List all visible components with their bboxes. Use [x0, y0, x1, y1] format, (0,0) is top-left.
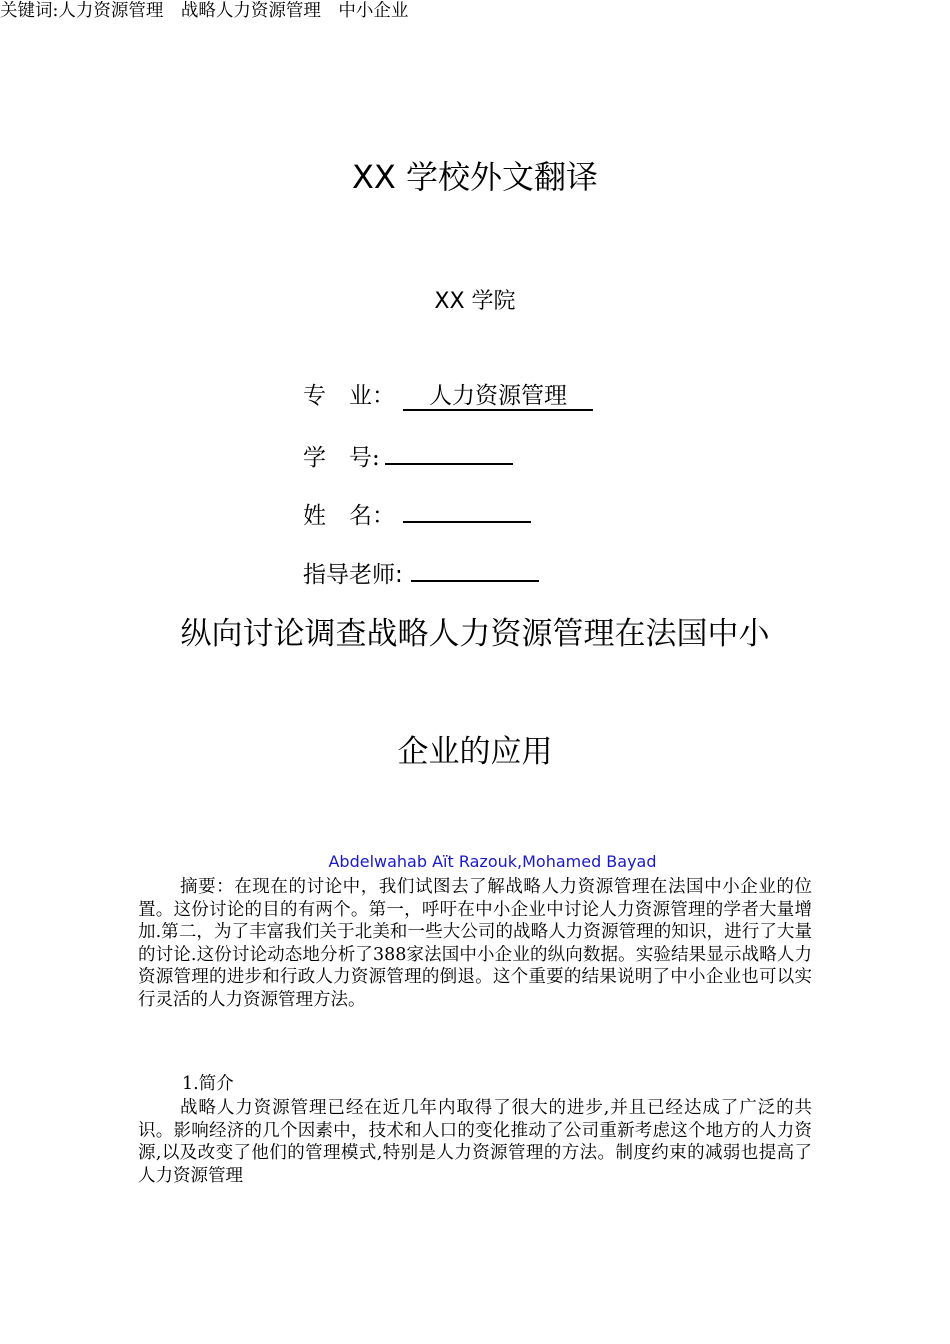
keywords-line: 关键词:人力资源管理 战略人力资源管理 中小企业 — [0, 1, 409, 21]
intro-paragraph: 战略人力资源管理已经在近几年内取得了很大的进步,并且已经达成了广泛的共识。影响经济的几个因素中，技术和人口的变化推动了公司重新考虑这个地方的人力资源,以及改变了他们的管理模式,特别是人力资源管理的方法。制度约束的减弱也提高了人力资源管理 — [138, 1098, 812, 1186]
field-student-id-blank — [385, 439, 513, 465]
intro-block — [138, 1097, 812, 1187]
field-name-blank — [403, 497, 531, 523]
abstract-block — [138, 876, 812, 1011]
field-major-label: 专 业： — [303, 383, 395, 409]
paper-title-line-2: 企业的应用 — [397, 734, 553, 770]
field-student-id-label: 学 号: — [303, 445, 380, 471]
field-advisor — [303, 556, 539, 590]
field-advisor-label: 指导老师: — [303, 562, 403, 588]
field-advisor-blank — [411, 556, 539, 582]
paper-title-line-1: 纵向讨论调查战略人力资源管理在法国中小 — [180, 616, 770, 652]
field-major-value: 人力资源管理 — [403, 383, 593, 411]
field-student-id — [303, 439, 513, 473]
section-heading: 1.简介 — [182, 1074, 234, 1094]
field-major — [303, 381, 593, 411]
field-name-label: 姓 名： — [303, 503, 395, 529]
abstract-paragraph: 摘要：在现在的讨论中，我们试图去了解战略人力资源管理在法国中小企业的位置。这份讨论的目的有两个。第一，呼吁在中小企业中讨论人力资源管理的学者大量增加.第二，为了丰富我们关于北美和一些大公司的战略人力资源管理的知识，进行了大量的讨论.这份讨论动态地分析了388家法国中小企业的纵向数据。实验结果显示战略人力资源管理的进步和行政人力资源管理的倒退。这个重要的结果说明了中小企业也可以实行灵活的人力资源管理方法。 — [138, 877, 812, 1010]
paper-authors: Abdelwahab Aït Razouk,Mohamed Bayad — [328, 852, 657, 871]
field-name — [303, 497, 531, 531]
document-title: XX 学校外文翻译 — [351, 158, 599, 196]
college-name: XX 学院 — [434, 289, 516, 314]
